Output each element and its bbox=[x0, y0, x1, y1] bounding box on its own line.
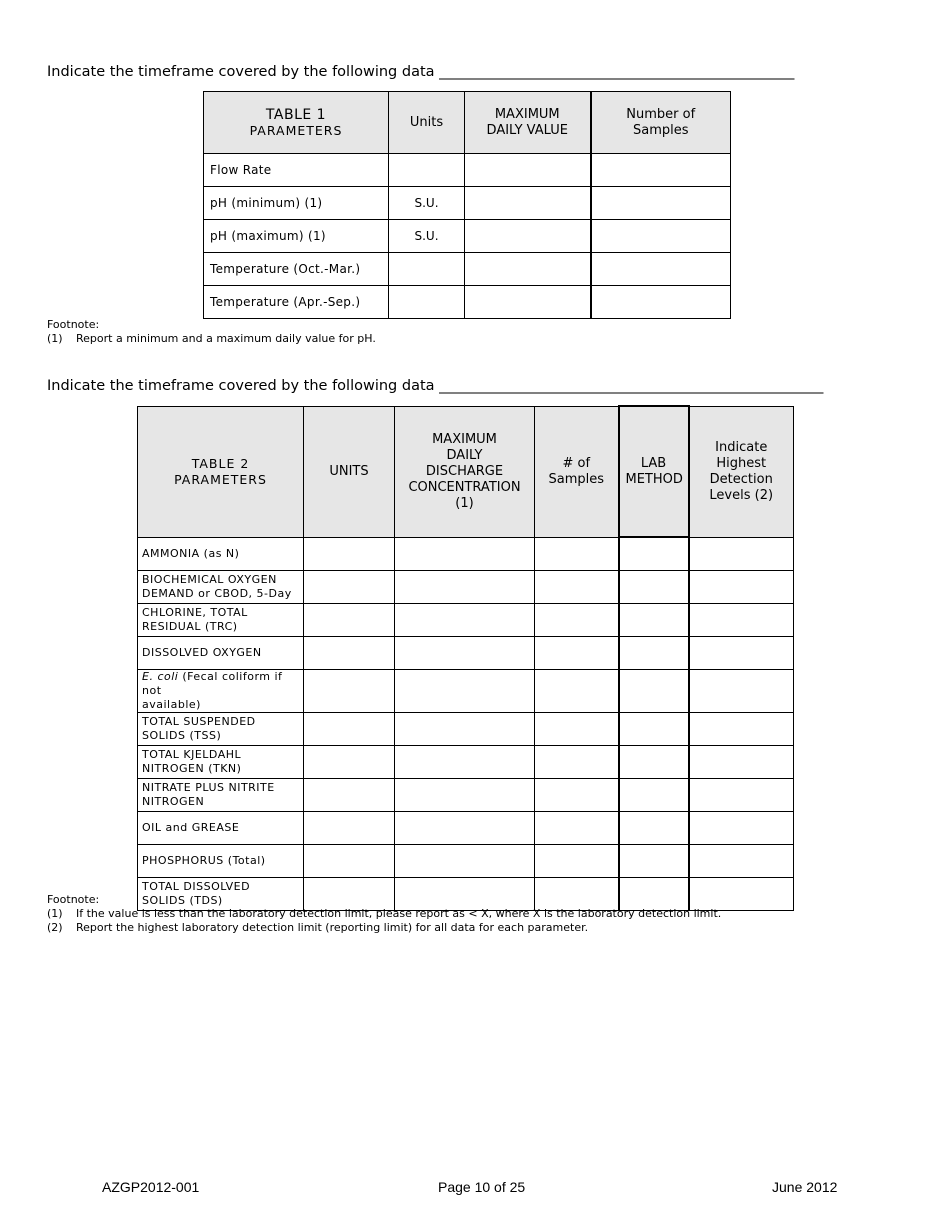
units-cell[interactable] bbox=[304, 603, 395, 636]
sample-count-cell[interactable] bbox=[591, 253, 731, 286]
table-row bbox=[138, 811, 794, 844]
sample-count-cell[interactable] bbox=[535, 745, 619, 778]
parameter-label bbox=[138, 778, 304, 811]
header-line: (1) bbox=[455, 495, 474, 511]
sample-count-cell[interactable] bbox=[535, 669, 619, 712]
header-line: DISCHARGE bbox=[425, 463, 504, 479]
header-line: # of bbox=[562, 455, 591, 471]
detection-level-cell[interactable] bbox=[689, 603, 794, 636]
lab-method-cell[interactable] bbox=[619, 603, 689, 636]
lab-method-cell[interactable] bbox=[619, 712, 689, 745]
parameter-label-line: PHOSPHORUS (Total) bbox=[142, 853, 266, 867]
footnote-number: (1) bbox=[47, 332, 63, 345]
max-daily-value-cell[interactable] bbox=[465, 220, 591, 253]
max-concentration-cell[interactable] bbox=[395, 745, 535, 778]
table-2-title-text: TABLE 2 bbox=[191, 455, 250, 471]
footnote-item bbox=[47, 907, 721, 921]
footnote-text: If the value is less than the laboratory detection limit, please report as < X, where X is the laboratory detection limit. bbox=[76, 907, 722, 920]
detection-level-cell[interactable] bbox=[689, 712, 794, 745]
parameter-label: Flow Rate bbox=[204, 154, 389, 187]
header-line: Samples bbox=[548, 471, 605, 487]
parameter-label-italic: E. coli bbox=[142, 669, 179, 683]
table-1-subtitle: PARAMETERS bbox=[249, 122, 343, 138]
detection-level-cell[interactable] bbox=[689, 745, 794, 778]
table-1-title bbox=[204, 92, 389, 154]
footnote-item bbox=[47, 921, 721, 935]
parameter-label-line: OIL and GREASE bbox=[142, 820, 240, 834]
table-2-title bbox=[138, 406, 304, 537]
timeframe-prompt-2: Indicate the timeframe covered by the following data _____________________________________________________ bbox=[47, 378, 824, 394]
header-line: Samples bbox=[632, 122, 689, 138]
units-cell: S.U. bbox=[389, 187, 465, 220]
units-cell[interactable] bbox=[304, 537, 395, 570]
header-line: MAXIMUM bbox=[494, 106, 560, 122]
header-line: METHOD bbox=[625, 471, 683, 487]
page-number-text: Page 10 of 25 bbox=[438, 1179, 526, 1195]
table-row bbox=[138, 537, 794, 570]
header-line: Levels (2) bbox=[709, 487, 774, 503]
parameter-label bbox=[138, 603, 304, 636]
header-line: MAXIMUM bbox=[432, 431, 497, 447]
table-row bbox=[138, 745, 794, 778]
lab-method-cell[interactable] bbox=[619, 745, 689, 778]
units-cell[interactable] bbox=[304, 844, 395, 877]
parameter-label: pH (maximum) (1) bbox=[204, 220, 389, 253]
table-2-units-header: UNITS bbox=[304, 406, 395, 537]
parameter-label-line: TOTAL SUSPENDED bbox=[142, 714, 256, 728]
parameter-label bbox=[138, 636, 304, 669]
parameter-label-line: available) bbox=[142, 697, 201, 711]
date-text: June 2012 bbox=[772, 1179, 838, 1195]
parameter-label bbox=[138, 537, 304, 570]
detection-level-cell[interactable] bbox=[689, 537, 794, 570]
units-cell[interactable] bbox=[389, 253, 465, 286]
table-row bbox=[204, 154, 731, 187]
max-concentration-cell[interactable] bbox=[395, 811, 535, 844]
detection-level-cell[interactable] bbox=[689, 778, 794, 811]
detection-level-cell[interactable] bbox=[689, 844, 794, 877]
max-concentration-cell[interactable] bbox=[395, 778, 535, 811]
table-1-max-daily-header bbox=[465, 92, 591, 154]
max-concentration-cell[interactable] bbox=[395, 537, 535, 570]
units-cell[interactable] bbox=[304, 669, 395, 712]
table-row bbox=[204, 286, 731, 319]
sample-count-cell[interactable] bbox=[535, 537, 619, 570]
table-1-footnotes bbox=[47, 318, 376, 346]
table-2-header-row bbox=[138, 406, 794, 537]
header-line: DAILY bbox=[446, 447, 483, 463]
parameter-label-line: NITROGEN bbox=[142, 794, 205, 808]
doc-id-text: AZGP2012-001 bbox=[102, 1179, 200, 1195]
table-row bbox=[138, 844, 794, 877]
table-1-title-text: TABLE 1 bbox=[265, 106, 327, 123]
parameter-label-line: (Fecal coliform if not bbox=[142, 669, 283, 697]
footer-doc-id bbox=[102, 1179, 199, 1196]
table-2-detection-header bbox=[689, 406, 794, 537]
units-cell[interactable] bbox=[389, 286, 465, 319]
footer-page-number bbox=[438, 1179, 525, 1196]
sample-count-cell[interactable] bbox=[535, 603, 619, 636]
parameter-label: Temperature (Oct.-Mar.) bbox=[204, 253, 389, 286]
header-line: DAILY VALUE bbox=[486, 122, 568, 138]
table-row bbox=[138, 778, 794, 811]
units-cell[interactable] bbox=[389, 154, 465, 187]
footnote-item bbox=[47, 332, 376, 346]
sample-count-cell[interactable] bbox=[535, 570, 619, 603]
parameter-label-line: NITROGEN (TKN) bbox=[142, 761, 242, 775]
max-daily-value-cell[interactable] bbox=[465, 286, 591, 319]
table-2-footnotes bbox=[47, 893, 721, 935]
sample-count-cell[interactable] bbox=[591, 154, 731, 187]
parameter-label-line: NITRATE PLUS NITRITE bbox=[142, 780, 275, 794]
header-line: Detection bbox=[709, 471, 773, 487]
max-concentration-cell[interactable] bbox=[395, 603, 535, 636]
parameter-label bbox=[138, 669, 304, 712]
parameter-label-line: AMMONIA (as N) bbox=[142, 546, 240, 560]
units-cell[interactable] bbox=[304, 778, 395, 811]
max-daily-value-cell[interactable] bbox=[465, 253, 591, 286]
sample-count-cell[interactable] bbox=[535, 844, 619, 877]
header-line: Indicate bbox=[715, 439, 768, 455]
table-1 bbox=[203, 91, 731, 319]
sample-count-cell[interactable] bbox=[591, 220, 731, 253]
parameter-label-line: SOLIDS (TSS) bbox=[142, 728, 222, 742]
footnote-number: (1) bbox=[47, 907, 63, 920]
parameter-label-line: BIOCHEMICAL OXYGEN bbox=[142, 572, 277, 586]
header-line: Number of bbox=[626, 106, 696, 122]
detection-level-cell[interactable] bbox=[689, 570, 794, 603]
parameter-label-line: DISSOLVED OXYGEN bbox=[142, 645, 262, 659]
table-2-lab-method-header bbox=[619, 406, 689, 537]
parameter-label bbox=[138, 570, 304, 603]
detection-level-cell[interactable] bbox=[689, 669, 794, 712]
parameter-label: Temperature (Apr.-Sep.) bbox=[204, 286, 389, 319]
detection-level-cell[interactable] bbox=[689, 811, 794, 844]
units-cell[interactable] bbox=[304, 636, 395, 669]
header-line: LAB bbox=[640, 455, 667, 471]
table-2-subtitle: PARAMETERS bbox=[174, 471, 267, 487]
max-concentration-cell[interactable] bbox=[395, 570, 535, 603]
units-cell[interactable] bbox=[304, 811, 395, 844]
table-2-samples-header bbox=[535, 406, 619, 537]
footer-date bbox=[772, 1179, 837, 1196]
header-line: Highest bbox=[716, 455, 767, 471]
parameter-label-line: DEMAND or CBOD, 5-Day bbox=[142, 586, 292, 600]
parameter-label bbox=[138, 745, 304, 778]
detection-level-cell[interactable] bbox=[689, 636, 794, 669]
table-row bbox=[204, 220, 731, 253]
timeframe-prompt-1: Indicate the timeframe covered by the following data _________________________________________________ bbox=[47, 64, 795, 80]
footnote-text: Report a minimum and a maximum daily value for pH. bbox=[76, 332, 376, 345]
table-row bbox=[204, 187, 731, 220]
table-2 bbox=[137, 405, 794, 911]
parameter-label bbox=[138, 844, 304, 877]
header-line: CONCENTRATION bbox=[408, 479, 521, 495]
sample-count-cell[interactable] bbox=[591, 286, 731, 319]
max-concentration-cell[interactable] bbox=[395, 669, 535, 712]
units-cell[interactable] bbox=[304, 570, 395, 603]
sample-count-cell[interactable] bbox=[535, 811, 619, 844]
max-concentration-cell[interactable] bbox=[395, 712, 535, 745]
table-row bbox=[138, 669, 794, 712]
lab-method-cell[interactable] bbox=[619, 669, 689, 712]
lab-method-cell[interactable] bbox=[619, 537, 689, 570]
sample-count-cell[interactable] bbox=[535, 712, 619, 745]
table-row bbox=[138, 603, 794, 636]
footnote-heading: Footnote: bbox=[47, 318, 100, 331]
table-1-samples-header bbox=[591, 92, 731, 154]
parameter-label-line: SOLIDS (TDS) bbox=[142, 893, 223, 907]
parameter-label-line: TOTAL KJELDAHL bbox=[142, 747, 242, 761]
parameter-label-line: RESIDUAL (TRC) bbox=[142, 619, 238, 633]
parameter-label: pH (minimum) (1) bbox=[204, 187, 389, 220]
max-daily-value-cell[interactable] bbox=[465, 187, 591, 220]
table-row bbox=[138, 570, 794, 603]
max-concentration-cell[interactable] bbox=[395, 636, 535, 669]
footnote-heading: Footnote: bbox=[47, 893, 100, 906]
parameter-label bbox=[138, 712, 304, 745]
units-cell: S.U. bbox=[389, 220, 465, 253]
lab-method-cell[interactable] bbox=[619, 778, 689, 811]
lab-method-cell[interactable] bbox=[619, 811, 689, 844]
table-2-body bbox=[138, 537, 794, 910]
footnote-number: (2) bbox=[47, 921, 63, 934]
sample-count-cell[interactable] bbox=[591, 187, 731, 220]
units-cell[interactable] bbox=[304, 745, 395, 778]
lab-method-cell[interactable] bbox=[619, 844, 689, 877]
table-1-header-row bbox=[204, 92, 731, 154]
table-1-units-header: Units bbox=[389, 92, 465, 154]
max-concentration-cell[interactable] bbox=[395, 844, 535, 877]
table-2-concentration-header bbox=[395, 406, 535, 537]
parameter-label-line: TOTAL DISSOLVED bbox=[142, 879, 251, 893]
parameter-label bbox=[138, 811, 304, 844]
table-row bbox=[138, 712, 794, 745]
lab-method-cell[interactable] bbox=[619, 570, 689, 603]
parameter-label-line: CHLORINE, TOTAL bbox=[142, 605, 248, 619]
units-cell[interactable] bbox=[304, 712, 395, 745]
table-row bbox=[204, 253, 731, 286]
footnote-text: Report the highest laboratory detection limit (reporting limit) for all data for each parameter. bbox=[76, 921, 589, 934]
sample-count-cell[interactable] bbox=[535, 636, 619, 669]
max-daily-value-cell[interactable] bbox=[465, 154, 591, 187]
sample-count-cell[interactable] bbox=[535, 778, 619, 811]
table-row bbox=[138, 636, 794, 669]
lab-method-cell[interactable] bbox=[619, 636, 689, 669]
